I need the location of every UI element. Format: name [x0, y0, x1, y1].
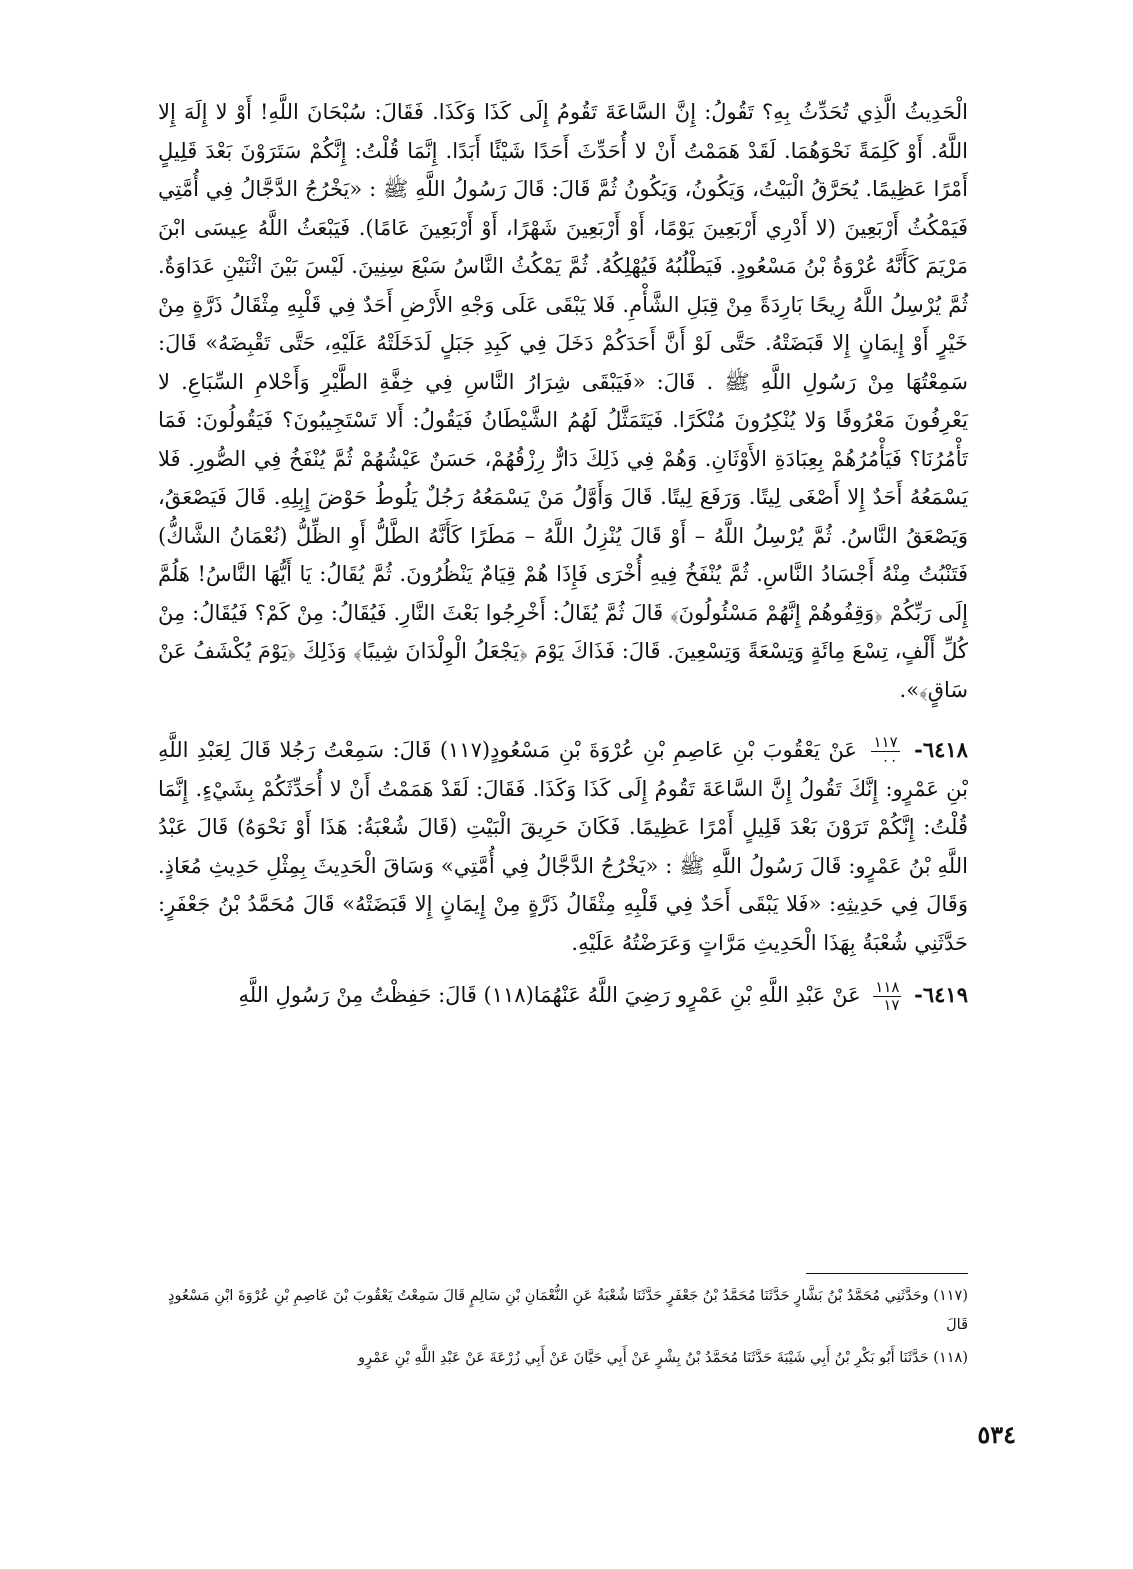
footnotes — [158, 1282, 968, 1377]
page-number: ٥٣٤ — [977, 1420, 1016, 1449]
hadith-index-fraction — [871, 734, 899, 769]
hadith-text: الْحَدِيثُ الَّذِي تُحَدِّثُ بِهِ؟ تَقُولُ: إِنَّ السَّاعَةَ تَقُومُ إِلَى كَذَا وَكَذَا. فَقَالَ: سُبْحَانَ اللَّهِ! أَوْ لا إِلَهَ إِلا اللَّهُ. أَوْ كَلِمَةً نَحْوَهُمَا. لَقَدْ هَمَمْتُ أَنْ لا أُحَدِّثَ أَحَدًا شَيْئًا أَبَدًا. إِنَّمَا قُلْتُ: إِنَّكُمْ سَتَرَوْنَ بَعْدَ قَلِيلٍ أَمْرًا عَظِيمًا. يُحَرَّقُ الْبَيْتُ، وَيَكُونُ، وَيَكُونُ ثُمَّ قَالَ: قَالَ رَسُولُ اللَّهِ ﷺ : «يَخْرُجُ الدَّجَّالُ فِي أُمَّتِي فَيَمْكُثُ أَرْبَعِينَ (لا أَدْرِي أَرْبَعِينَ يَوْمًا، أَوْ أَرْبَعِينَ شَهْرًا، أَوْ أَرْبَعِينَ عَامًا). فَيَبْعَثُ اللَّهُ عِيسَى ابْنَ مَرْيَمَ كَأَنَّهُ عُرْوَةُ بْنُ مَسْعُودٍ. فَيَطْلُبُهُ فَيُهْلِكُهُ. ثُمَّ يَمْكُثُ النَّاسُ سَبْعَ سِنِينَ. لَيْسَ بَيْنَ اثْنَيْنِ عَدَاوَةٌ. ثُمَّ يُرْسِلُ اللَّهُ رِيحًا بَارِدَةً مِنْ قِبَلِ الشَّأْمِ. فَلا يَبْقَى عَلَى وَجْهِ الأَرْضِ أَحَدٌ فِي قَلْبِهِ مِثْقَالُ ذَرَّةٍ مِنْ خَيْرٍ أَوْ إِيمَانٍ إِلا قَبَضَتْهُ. حَتَّى لَوْ أَنَّ أَحَدَكُمْ دَخَلَ فِي كَبِدِ جَبَلٍ لَدَخَلَتْهُ عَلَيْهِ، حَتَّى تَقْبِضَهُ» قَالَ: سَمِعْتُهَا مِنْ رَسُولِ اللَّهِ ﷺ . قَالَ: «فَيَبْقَى شِرَارُ النَّاسِ فِي خِفَّةِ الطَّيْرِ وَأَحْلامِ السِّبَاعِ. لا يَعْرِفُونَ مَعْرُوفًا وَلا يُنْكِرُونَ مُنْكَرًا. فَيَتَمَثَّلُ لَهُمُ الشَّيْطَانُ فَيَقُولُ: أَلا تَسْتَجِيبُونَ؟ فَيَقُولُونَ: فَمَا تَأْمُرُنَا؟ فَيَأْمُرُهُمْ بِعِبَادَةِ الأَوْثَانِ. وَهُمْ فِي ذَلِكَ دَارٌّ رِزْقُهُمْ، حَسَنٌ عَيْشُهُمْ ثُمَّ يُنْفَخُ فِي الصُّورِ. فَلا يَسْمَعُهُ أَحَدٌ إِلا أَصْغَى لِيتًا. وَرَفَعَ لِيتًا. قَالَ وَأَوَّلُ مَنْ يَسْمَعُهُ رَجُلٌ يَلُوطُ حَوْضَ إِبِلِهِ. قَالَ فَيَصْعَقُ، وَيَصْعَقُ النَّاسُ. ثُمَّ يُرْسِلُ اللَّهُ – أَوْ قَالَ يُنْزِلُ اللَّهُ – مَطَرًا كَأَنَّهُ الطَّلُّ أَوِ الظِّلُّ (نُعْمَانُ الشَّاكُّ) فَتَنْبُتُ مِنْهُ أَجْسَادُ النَّاسِ. ثُمَّ يُنْفَخُ فِيهِ أُخْرَى فَإِذَا هُمْ قِيَامٌ يَنْظُرُونَ. ثُمَّ يُقَالُ: يَا أَيُّهَا النَّاسُ! هَلُمَّ إِلَى رَبِّكُمْ ﴿وَقِفُوهُمْ إِنَّهُمْ مَسْئُولُونَ﴾ قَالَ ثُمَّ يُقَالُ: أَخْرِجُوا بَعْثَ النَّارِ. فَيُقَالُ: مِنْ كَمْ؟ فَيُقَالُ: مِنْ كُلِّ أَلْفٍ، تِسْعَ مِائَةٍ وَتِسْعَةً وَتِسْعِينَ. قَالَ: فَذَاكَ يَوْمَ ﴿يَجْعَلُ الْوِلْدَانَ شِيبًا﴾ وَذَلِكَ ﴿يَوْمَ يُكْشَفُ عَنْ سَاقٍ﴾». — [158, 100, 968, 702]
footnote-117: (١١٧) وحَدَّثَنِي مُحَمَّدُ بْنُ بَشَّارٍ حَدَّثَنَا مُحَمَّدُ بْنُ جَعْفَرٍ حَدَّثَنَا شُعْبَةُ عَنِ النُّعْمَانِ بْنِ سَالِمٍ قَالَ سَمِعْتُ يَعْقُوبَ بْنَ عَاصِمِ بْنِ عُرْوَةَ ابْنِ مَسْعُودٍ قَالَ — [168, 1288, 968, 1333]
hadith-index-fraction — [873, 979, 901, 1014]
hadith-number: ٦٤١٨- — [914, 737, 968, 762]
hadith-6419 — [158, 976, 968, 1015]
hadith-6418 — [158, 731, 968, 962]
hadith-continuation — [158, 93, 968, 709]
hadith-number: ٦٤١٩- — [914, 982, 968, 1007]
footnote-118: (١١٨) حَدَّثَنَا أَبُو بَكْرِ بْنُ أَبِي شَيْبَةَ حَدَّثَنَا مُحَمَّدُ بْنُ بِشْرٍ عَنْ أَبِي حَيَّانَ عَنْ أَبِي زُرْعَةَ عَنْ عَبْدِ اللَّهِ بْنِ عَمْرٍو — [358, 1350, 968, 1366]
fraction-top: ١١٧ — [873, 733, 898, 751]
hadith-text: عَنْ عَبْدِ اللَّهِ بْنِ عَمْرٍو رَضِيَ اللَّهُ عَنْهُمَا(١١٨) قَالَ: حَفِظْتُ مِنْ رَسُولِ اللَّهِ — [238, 983, 861, 1007]
main-text — [158, 93, 968, 1015]
fraction-top: ١١٨ — [875, 978, 900, 996]
footnote-separator — [806, 1273, 968, 1274]
fraction-bottom: ١٧ — [883, 996, 900, 1014]
hadith-text: عَنْ يَعْقُوبَ بْنِ عَاصِمِ بْنِ عُرْوَةَ بْنِ مَسْعُودٍ(١١٧) قَالَ: سَمِعْتُ رَجُلا قَالَ لِعَبْدِ اللَّهِ بْنِ عَمْرٍو: إِنَّكَ تَقُولُ إِنَّ السَّاعَةَ تَقُومُ إِلَى كَذَا وَكَذَا. فَقَالَ: لَقَدْ هَمَمْتُ أَنْ لا أُحَدِّثَكُمْ بِشَيْءٍ. إِنَّمَا قُلْتُ: إِنَّكُمْ تَرَوْنَ بَعْدَ قَلِيلٍ أَمْرًا عَظِيمًا. فَكَانَ حَرِيقَ الْبَيْتِ (قَالَ شُعْبَةُ: هَذَا أَوْ نَحْوَهُ) قَالَ عَبْدُ اللَّهِ بْنُ عَمْرٍو: قَالَ رَسُولُ اللَّهِ ﷺ : «يَخْرُجُ الدَّجَّالُ فِي أُمَّتِي» وَسَاقَ الْحَدِيثَ بِمِثْلِ حَدِيثِ مُعَاذٍ. وَقَالَ فِي حَدِيثِهِ: «فَلا يَبْقَى أَحَدٌ فِي قَلْبِهِ مِثْقَالُ ذَرَّةٍ مِنْ إِيمَانٍ إِلا قَبَضَتْهُ» قَالَ مُحَمَّدُ بْنُ جَعْفَرٍ: حَدَّثَنِي شُعْبَةُ بِهَذَا الْحَدِيثِ مَرَّاتٍ وَعَرَضْتُهُ عَلَيْهِ. — [158, 738, 968, 955]
fraction-bottom: ٠٠ — [881, 751, 898, 769]
